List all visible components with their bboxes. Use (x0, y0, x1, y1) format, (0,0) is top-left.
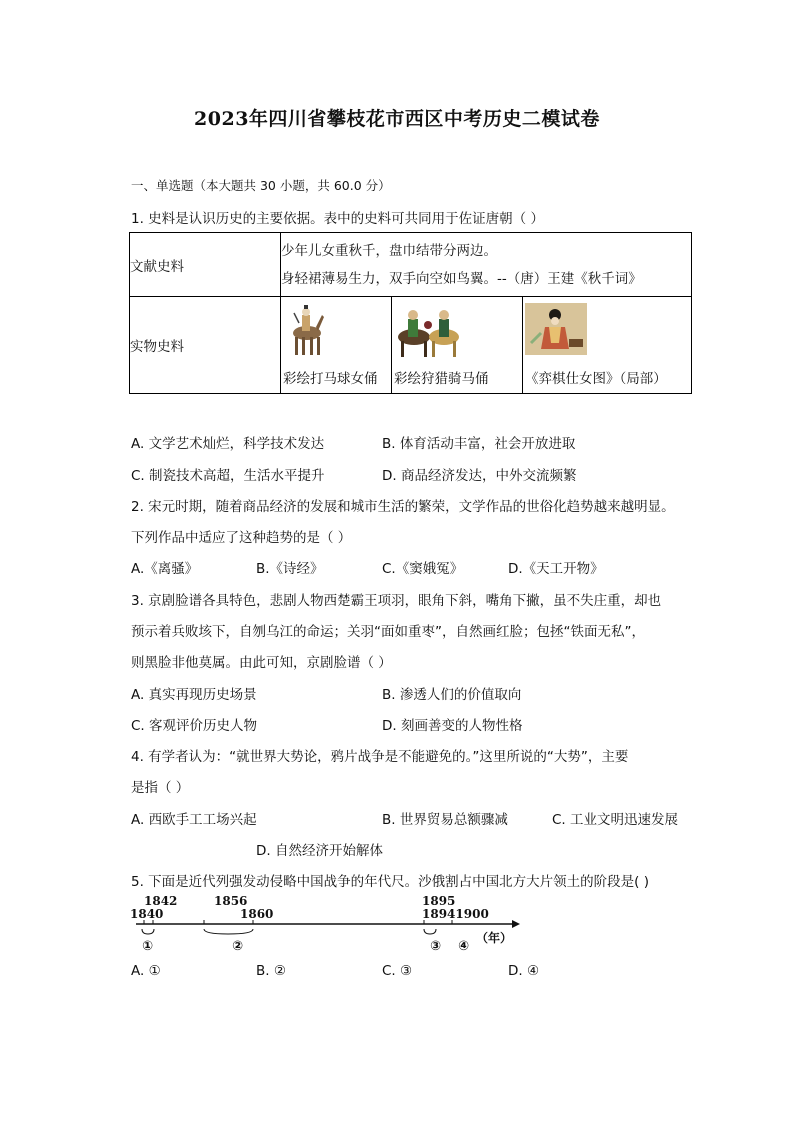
segment-marker-2: ② (232, 939, 244, 954)
q1-option-b[interactable]: B. 体育活动丰富，社会开放进取 (382, 436, 576, 452)
question-1-stem: 1. 史料是认识历史的主要依据。表中的史料可共同用于佐证唐朝（ ） (131, 211, 544, 227)
row-label-documents: 文献史料 (130, 233, 281, 297)
artifact-caption-1: 彩绘打马球女俑 (283, 371, 378, 387)
q3-option-c[interactable]: C. 客观评价历史人物 (131, 718, 258, 734)
artifact-polo-cell (281, 297, 392, 394)
segment-marker-3: ③ (430, 939, 442, 954)
question-3-stem-line-1: 3. 京剧脸谱各具特色，悲剧人物西楚霸王项羽，眼角下斜，嘴角下撇，虽不失庄重，却也 (131, 593, 662, 609)
question-4-stem-line-1: 4. 有学者认为：“就世界大势论，鸦片战争是不能避免的。”这里所说的“大势”，主要 (131, 749, 629, 765)
question-4-stem-line-2: 是指（ ） (131, 780, 190, 796)
q5-option-c[interactable]: C. ③ (382, 963, 413, 979)
question-2-stem-line-1: 2. 宋元时期，随着商品经济的发展和城市生活的繁荣，文学作品的世俗化趋势越来越明显。 (131, 499, 675, 515)
timeline-unit-label: （年） (476, 931, 513, 945)
q4-option-c[interactable]: C. 工业文明迅速发展 (552, 812, 679, 828)
q3-option-d[interactable]: D. 刻画善变的人物性格 (382, 718, 523, 734)
artifact-caption-2: 彩绘狩猎骑马俑 (394, 371, 489, 387)
timeline-year-1860: 1860 (240, 907, 274, 921)
q2-option-c[interactable]: C.《窦娥冤》 (382, 561, 464, 577)
q1-option-d[interactable]: D. 商品经济发达，中外交流频繁 (382, 468, 577, 484)
q5-option-a[interactable]: A. ① (131, 963, 161, 979)
poem-cell (281, 233, 692, 297)
source-table (129, 232, 692, 394)
row-label-artifacts: 实物史料 (130, 297, 281, 394)
question-3-stem-line-2: 预示着兵败垓下，自刎乌江的命运；关羽“面如重枣”，自然画红脸；包拯“铁面无私”， (131, 624, 645, 640)
timeline-year-1840: 1840 (130, 907, 164, 921)
segment-marker-4: ④ (458, 939, 470, 954)
poem-line-1: 少年儿女重秋千，盘巾结带分两边。 (281, 242, 497, 259)
poem-line-2: 身轻裙薄易生力，双手向空如鸟翼。--（唐）王建《秋千词》 (281, 270, 642, 287)
artifact-painting-cell (523, 297, 692, 394)
weiqi-painting-image (525, 303, 587, 355)
q4-option-b[interactable]: B. 世界贸易总额骤减 (382, 812, 508, 828)
timeline-year-1895: 1895 (422, 894, 456, 908)
q3-option-a[interactable]: A. 真实再现历史场景 (131, 687, 257, 703)
q3-option-b[interactable]: B. 渗透人们的价值取向 (382, 687, 522, 703)
timeline-year-1856: 1856 (214, 894, 248, 908)
exam-title: 2023年四川省攀枝花市西区中考历史二模试卷 (194, 108, 600, 130)
section-heading: 一、单选题（本大题共 30 小题，共 60.0 分） (131, 178, 391, 193)
year-timeline (128, 890, 528, 954)
bracket-3 (424, 929, 436, 934)
q2-option-a[interactable]: A.《离骚》 (131, 561, 199, 577)
q1-option-a[interactable]: A. 文学艺术灿烂，科学技术发达 (131, 436, 325, 452)
timeline-years-1894-1900: 18941900 (422, 907, 489, 921)
artifact-hunting-cell (392, 297, 523, 394)
q5-option-d[interactable]: D. ④ (508, 963, 540, 979)
question-5-stem: 5. 下面是近代列强发动侵略中国战争的年代尺。沙俄割占中国北方大片领土的阶段是( ) (131, 874, 649, 890)
q4-option-d[interactable]: D. 自然经济开始解体 (256, 843, 383, 859)
polo-figurine-image (289, 303, 325, 359)
timeline-year-1842: 1842 (144, 894, 178, 908)
bracket-1 (142, 929, 154, 934)
segment-marker-1: ① (142, 939, 154, 954)
q5-option-b[interactable]: B. ② (256, 963, 286, 979)
q4-option-a[interactable]: A. 西欧手工工场兴起 (131, 812, 257, 828)
q1-option-c[interactable]: C. 制瓷技术高超，生活水平提升 (131, 468, 325, 484)
hunting-figurines-image (392, 303, 464, 361)
question-3-stem-line-3: 则黑脸非他莫属。由此可知，京剧脸谱（ ） (131, 655, 392, 671)
q2-option-d[interactable]: D.《天工开物》 (508, 561, 604, 577)
timeline-arrow-icon (512, 920, 520, 928)
artifact-caption-3: 《弈棋仕女图》（局部） (525, 371, 667, 387)
question-2-stem-line-2: 下列作品中适应了这种趋势的是（ ） (131, 530, 352, 546)
q2-option-b[interactable]: B.《诗经》 (256, 561, 324, 577)
bracket-2 (204, 929, 253, 934)
